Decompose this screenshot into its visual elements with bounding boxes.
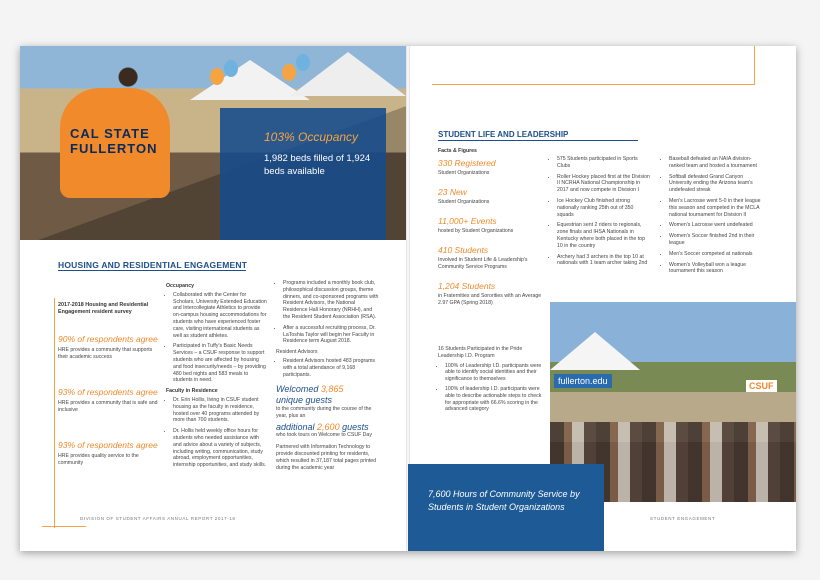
welcomed-prefix: Welcomed (276, 384, 321, 395)
welcomed-stat (276, 384, 380, 419)
list-item: • 100% of leadership I.D. participants were able to describe actionable steps to check for appropriate with 66.6% scoring in the advanced category (445, 386, 546, 413)
stat-big: 330 Registered (438, 158, 496, 168)
pride-heading: 16 Students Participated in the Pride Leadership I.D. Program (438, 346, 523, 359)
ra-list (276, 358, 380, 378)
welcomed-small: to the community during the course of the year, plus an (276, 405, 372, 419)
partnered-text: Partnered with Information Technology to provide discounted printing for residents, which resulted in 37,187 total pages printed during the academic year (276, 444, 377, 471)
stat-small: HRE provides a community that is safe and inclusive (58, 400, 158, 413)
list-item: • Participated in Tuffy's Basic Needs Services – a CSUF response to support students who are affected by housing and food insecurity/needs – by providing 480 bed nights and 583 meals to students in need. (173, 343, 268, 384)
balloon (282, 64, 296, 81)
list-item: • 575 Students participated in Sports Clubs (557, 156, 650, 170)
occupancy-box (220, 108, 386, 240)
occupancy-subheading: Occupancy (166, 283, 194, 289)
stat-block (58, 334, 158, 361)
balloon (210, 68, 224, 85)
survey-heading: 2017-2018 Housing and Residential Engagement resident survey (58, 302, 149, 315)
list-item: • Softball defeated Grand Canyon University ending the Arizona team's undefeated streak (669, 174, 766, 194)
list-item: • Collaborated with the Center for Scholars, University Extended Education and Intercollegiate Athletics to provide on-campus housing accommodations for students who have experienced foster care, visiting international students as well as student athletes. (173, 292, 268, 340)
pride-section (438, 346, 546, 416)
accent-line (754, 46, 755, 85)
page-footer: STUDENT ENGAGEMENT (650, 516, 716, 521)
pride-list (438, 363, 546, 414)
stat-big: 23 New (438, 187, 467, 197)
community-service-text: 7,600 Hours of Community Service by Students in Student Organizations (428, 489, 580, 512)
list-item: • Dr. Erin Hollis, living in CSUF student housing as the faculty in residence, hosted over 40 programs attended by more than 700 students. (173, 397, 268, 424)
list-item: • Women's Volleyball won a league tournament this season (669, 262, 766, 276)
stat-block (438, 281, 542, 307)
stat-small: HRE provides a community that supports their academic success (58, 347, 153, 360)
brochure-spread (20, 46, 796, 551)
stat-block (438, 245, 542, 271)
occupancy-list (166, 292, 268, 384)
additional-number: 2,600 (317, 421, 340, 432)
stat-big: 1,204 Students (438, 281, 496, 291)
stat-big: 90% of respondents agree (58, 334, 158, 344)
list-item: • Women's Lacrosse went undefeated (669, 222, 766, 229)
photo-sign: fullerton.edu (554, 374, 612, 388)
list-item: • Programs included a monthly book club, philosophical discussion groups, theme dinners, and co-sponsored programs with Resident Advisors, the National Residence Hall Honorary (NRHH), and the Resident Student Association (RSA). (283, 280, 380, 321)
list-item: • Roller Hockey placed first at the Division II NCRHA National Championship in 2017 and now compete in Division I (557, 174, 650, 194)
welcomed-number: 3,865 (320, 384, 344, 395)
stat-block (58, 387, 158, 414)
athletics-column (662, 156, 766, 279)
list-item: • 100% of Leadership I.D. participants were able to identify social identities and their significance to themselves (445, 363, 546, 383)
list-item: • Men's Lacrosse went 5-0 in their league this season and competed in the MCLA national tournament for Division II (669, 198, 766, 218)
stat-block (438, 187, 542, 206)
additional-suffix: guests (339, 421, 369, 432)
title-rule (58, 270, 246, 271)
stat-block (438, 158, 542, 177)
occupancy-heading: 103% Occupancy (264, 130, 359, 144)
accent-line (54, 298, 55, 528)
sports-list (550, 156, 650, 267)
page-footer: DIVISION OF STUDENT AFFAIRS ANNUAL REPORT 2017-18 (80, 516, 236, 521)
list-item: • Women's Soccer finished 2nd in their league (669, 233, 766, 247)
shirt-text: CAL STATE FULLERTON (70, 126, 158, 156)
accent-line (432, 84, 754, 85)
stat-big: 93% of respondents agree (58, 440, 158, 450)
list-item: • Equestrian sent 2 riders to regionals, zone finals and IHSA Nationals in Kentucky where both placed in the top 10 in the country (557, 222, 650, 249)
orange-shirt (60, 88, 170, 198)
page-title: HOUSING AND RESIDENTIAL ENGAGEMENT (58, 260, 248, 270)
stat-small: HRE provides quality service to the community (58, 453, 139, 466)
list-item: • After a successful recruiting process, Dr. LaToshia Taylor will begin her Faculty in Residence term August 2018. (283, 325, 380, 345)
facts-column (438, 158, 542, 317)
facts-heading: Facts & Figures (438, 148, 477, 154)
list-item: • Men's Soccer competed at nationals (669, 251, 766, 258)
stat-block (58, 440, 158, 467)
occupancy-text: 1,982 beds filled of 1,924 beds available (264, 153, 371, 177)
stat-big: 93% of respondents agree (58, 387, 158, 397)
balloon (296, 54, 310, 71)
list-item: • Archery had 3 archers in the top 10 at nationals with 1 team archer taking 2nd (557, 254, 650, 268)
tent-shape (550, 332, 640, 370)
faculty-subheading: Faculty in Residence (166, 388, 218, 395)
stat-small: Student Organizations (438, 199, 490, 205)
athletics-list (662, 156, 766, 275)
faculty-list (166, 397, 268, 469)
programs-column (276, 280, 380, 471)
stat-small: in Fraternities and Sororities with an Average 2.97 GPA (Spring 2018) (438, 293, 542, 306)
list-item: • Baseball defeated an NAIA division-ranked team and hosted a tournament (669, 156, 766, 170)
balloon (224, 60, 238, 77)
list-item: • Resident Advisors hosted 483 programs with a total attendance of 9,168 participants. (283, 358, 380, 378)
ra-subheading: Resident Advisors (276, 349, 318, 356)
list-item: • Ice Hockey Club finished strong nationally ranking 25th out of 350 squads (557, 198, 650, 218)
student-photo (20, 46, 406, 240)
page-title: STUDENT LIFE AND LEADERSHIP (438, 130, 569, 139)
accent-line (42, 526, 86, 527)
occupancy-column (166, 280, 268, 473)
community-service-box (408, 464, 604, 551)
additional-prefix: additional (276, 421, 318, 432)
stat-big: 410 Students (438, 245, 489, 255)
stat-big: 11,000+ Events (438, 216, 497, 226)
stat-small: Involved in Student Life & Leadership's Community Service Programs (438, 257, 528, 270)
additional-stat (276, 422, 380, 440)
stat-block (438, 216, 542, 235)
sports-column (550, 156, 650, 271)
stat-small: Student Organizations (438, 170, 490, 176)
photo-csuf-sign: CSUF (746, 380, 777, 392)
programs-list (276, 280, 380, 345)
survey-column (58, 302, 158, 467)
welcomed-suffix: unique guests (276, 395, 333, 406)
additional-small: who took tours on Welcome to CSUF Day (276, 432, 372, 439)
stat-small: hosted by Student Organizations (438, 228, 514, 234)
title-rule (438, 140, 638, 141)
list-item: • Dr. Hollis held weekly office hours for students who needed assistance with and advice about a variety of subjects, including writing, communication, study abroad, employment opportunities, internship opportunities, and study skills. (173, 428, 268, 469)
